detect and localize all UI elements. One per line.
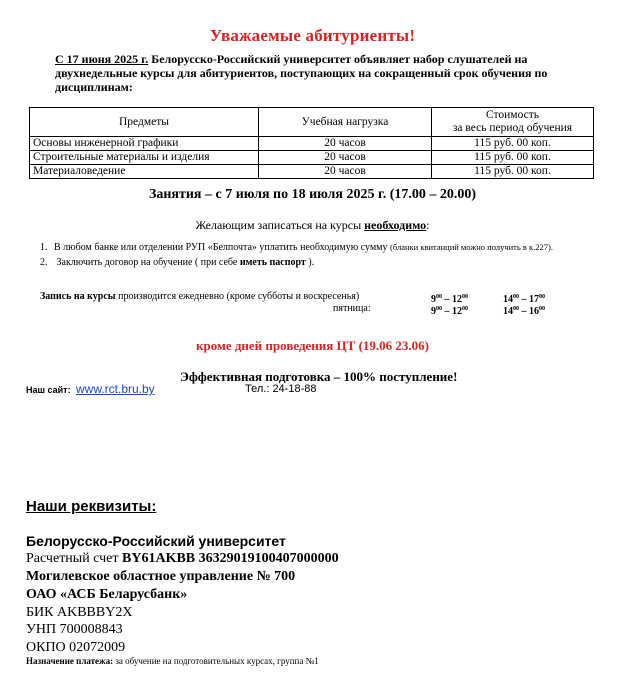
header-cost — [432, 108, 594, 137]
site-link[interactable]: www.rct.bru.by — [76, 382, 155, 396]
table-row — [30, 151, 594, 165]
header-subjects: Предметы — [30, 108, 259, 137]
step-number: 2. — [40, 257, 48, 268]
subject-hours: 20 часов — [259, 137, 432, 151]
payment-text: за обучение на подготовительных курсах, группа №1 — [113, 656, 319, 666]
weekday-morning-hours: $9^{00} - 12^{00}$ — [431, 294, 468, 305]
enroll-steps — [40, 240, 553, 270]
schedule-friday: пятница: — [333, 303, 371, 314]
table-row — [30, 137, 594, 151]
step-bold: иметь паспорт — [239, 257, 306, 268]
exception-notice: кроме дней проведения ЦТ (19.06 23.06) — [196, 338, 429, 353]
wish-suffix: : — [426, 218, 430, 232]
step-number: 1. — [40, 242, 48, 253]
payment-label: Назначение платежа: — [26, 656, 114, 666]
step-text: Заключить договор на обучение ( при себе — [56, 257, 240, 268]
site-label: Наш сайт: — [26, 385, 71, 395]
subject-cost: 115 руб. 00 коп. — [432, 165, 594, 179]
schedule-text — [40, 291, 359, 303]
list-item — [40, 255, 553, 270]
schedule-label: Запись на курсы — [40, 291, 116, 302]
subject-cost: 115 руб. 00 коп. — [432, 151, 594, 165]
subject-cost: 115 руб. 00 коп. — [432, 137, 594, 151]
wish-emphasis: необходимо — [364, 218, 427, 232]
step-note: (бланки квитанций можно получить в к.227). — [390, 242, 553, 252]
subjects-table — [29, 107, 594, 179]
subject-name: Основы инженерной графики — [30, 137, 259, 151]
start-date: С 17 июня 2025 г. — [55, 52, 149, 66]
requisites-okpo: ОКПО 02072009 — [26, 640, 126, 655]
classes-dates: Занятия – с 7 июля по 18 июля 2025 г. (17.00 – 20.00) — [148, 187, 477, 202]
enroll-instruction — [0, 218, 625, 233]
header-cost-line1: Стоимость — [486, 109, 539, 121]
requisites-university: Белорусско-Российский университет — [26, 533, 286, 549]
subject-name: Строительные материалы и изделия — [30, 151, 259, 165]
list-item — [40, 240, 553, 255]
header-cost-line2: за весь период обучения — [452, 122, 573, 134]
page-title: Уважаемые абитуриенты! — [209, 26, 416, 45]
friday-afternoon-hours: $14^{00} - 16^{00}$ — [503, 306, 545, 317]
step-text: В любом банке или отделении РУП «Белпочта» уплатить необходимую сумму — [54, 242, 391, 253]
table-row — [30, 165, 594, 179]
friday-morning-hours: $9^{00} - 12^{00}$ — [431, 306, 468, 317]
table-header-row — [30, 108, 594, 137]
intro-paragraph — [55, 52, 600, 94]
requisites-unp: УНП 700008843 — [26, 622, 123, 637]
subject-name: Материаловедение — [30, 165, 259, 179]
phone-number: Тел.: 24-18-88 — [245, 383, 317, 395]
payment-purpose — [26, 656, 319, 666]
header-load: Учебная нагрузка — [259, 108, 432, 137]
wish-prefix: Желающим записаться на курсы — [195, 218, 365, 232]
requisites-heading: Наши реквизиты: — [26, 498, 157, 515]
requisites-bank: ОАО «АСБ Беларусбанк» — [26, 587, 188, 602]
slogan: Эффективная подготовка – 100% поступление! — [180, 369, 458, 384]
subject-hours: 20 часов — [259, 151, 432, 165]
requisites-account: Расчетный счет BY61AKBB 36329019100407000000 — [26, 551, 339, 566]
subject-hours: 20 часов — [259, 165, 432, 179]
weekday-afternoon-hours: $14^{00} - 17^{00}$ — [503, 294, 545, 305]
requisites-bik: БИК AKBBBY2X — [26, 605, 133, 620]
intro-text: Белорусско-Российский университет объявляет набор слушателей на двухнедельные курсы для абитуриентов, поступающих на сокращенный срок обучения по дисциплинам: — [55, 52, 548, 94]
step-suffix: ). — [305, 257, 315, 268]
schedule-desc: производится ежедневно (кроме субботы и воскресенья) — [115, 291, 360, 302]
requisites-department: Могилевское областное управление № 700 — [26, 569, 296, 584]
